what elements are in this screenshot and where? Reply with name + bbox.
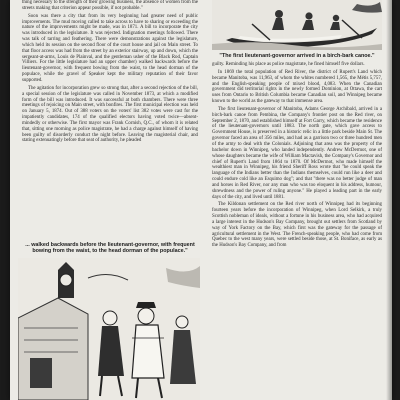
- paragraph: Soon was there a city that from its very beginning had greater need of public improvements. The mud moving called to take across to have to sharing or exceeding the nature of the improvements might be made, was in 1871. A bill to incorporate the city was introduced in the legislature. It was rejected. Indignation meetings followed. There was talk of tarring and feathering. There were demonstrations against the legislature, which held its session on the second floor of the court house and jail on Main street. To that floor access was had from the street by an exterior stairway, up and down, which the sergeant-at-arms, Louis de Plainval, and the gentleman usher of the Black Rod, Captain Villiers. For the little legislature had an upper chamber) walked backwards before the lieutenant-governor, with frequent bowing from the waist, to the head dorman of the populace, while the gravel of Speaker kept the military reputation of their favor supported.: [22, 13, 198, 83]
- magazine-page: [10, 0, 392, 400]
- canoe-illustration: [212, 0, 382, 50]
- governor-caption: ... walked backwards before the lieutenant-governor, with frequent bowing from the waist, to the head dorman of the populace.": [25, 242, 195, 255]
- paragraph: The first lieutenant-governor of Manitoba, Adams George Archibald, arrived in a birch-bark canoe from Pembina, the Company's frontier post on the Red river, on September 2, 1870, and established himself at Fort Garry, which became the residence of the lieutenant-governors until 1883. The north gate, which gave access to Government House, is preserved in a historic relic in a little park beside Main St. The governor faced an area of 356 miles, and had as a garrison two or three hundred men of the army to deal with the Colonials. Adjoining that area was the property of the bachelor down in Winnipeg, who landed independently. Andrew McDermot, one of whose daughters became the wife of William Mactavish, the Company's Governor and chief of Rupert's Land from 1864 to 1870. Of McDermot, who made himself the wealthiest man in Winnipeg, his friend Sheriff Ross wrote that "he could speak the language of the Indians better than the Indians themselves, could run like a deer and could endure cold like an Esquimo dog"; and that "there was no better judge of man and horses in Red River, nor any man who was too eloquent in his address, humour, shrewdness and the power of ruling anyone." He played a leading part in the early days of the city, and lived until 1881.: [212, 106, 382, 200]
- paragraph: guilty. Reminding his place as police magistrate, he fined himself five dollars.: [212, 62, 365, 67]
- right-text-column: [212, 62, 382, 251]
- procession-drawing: [18, 258, 200, 400]
- paragraph: thing necessary to the strength of their growing business, the absence of women from the streets making that criterion appear possible, if not probable.": [22, 0, 198, 11]
- governor-procession-illustration: [18, 258, 200, 400]
- canoe-drawing: [212, 0, 382, 50]
- canoe-caption: "The first lieutenant-governor arrived in a birch-bark canoe.": [219, 53, 375, 59]
- paragraph: In 1869 the total population of Red River, the district of Rupert's Land which became Manitoba, was 11,963, of whom the whites numbered 1,565, the Métis 5,757, and the English-speaking people of mixed blood, 4,083. When the Canadian government did territorial rights in the newly formed Dominion, at Ottawa, the cart uses from Ontario to British Columbia became Canadian soil, and Winnipeg became known to the world as the gateway to that immense area.: [212, 69, 382, 105]
- left-text-column: [22, 0, 198, 146]
- page-edge-shadow: [386, 0, 392, 400]
- paragraph: The Kildonan settlement on the Red river north of Winnipeg had its beginning fourteen years before the incorporation of Winnipeg, when Lord Selkirk, a truly Scottish nobleman of ideals, without a fortune in his business area, who had acquired a large interest in the Hudson's Bay Company, brought out settlers from Scotland by way of York Factory on the Bay, which first was the gateway for the passage of agricultural settlement in the West. The French-speaking people, who had come from Quebec to the west many years, were settled beside those, at St. Boniface, as early as the Hudson's Bay Company, and from: [212, 202, 382, 249]
- paragraph: The agitation for incorporation grew so strong that, after a second rejection of the bill, a special session of the legislature was called in November 1873, at which a modified form of the bill was introduced. It was successful at both chambers. There were three meetings of rejoicing on Main street, with bonfires. The first municipal election was held on January 5, 1874. Out of 388 voters on the voters' list 382 votes were cast for the impatiently candidates, 174 of the qualified electors having voted twice—absent-mindedly or otherwise. The first mayor was Frank Cornish, Q.C., of whom it is related that, sitting one morning as police magistrate, he had a charge against himself of having been guilty of disorderly conduct the night before. Leaving the magisterial chair, and stating extenuatingly before that seat of authority, he pleaded: [22, 85, 198, 144]
